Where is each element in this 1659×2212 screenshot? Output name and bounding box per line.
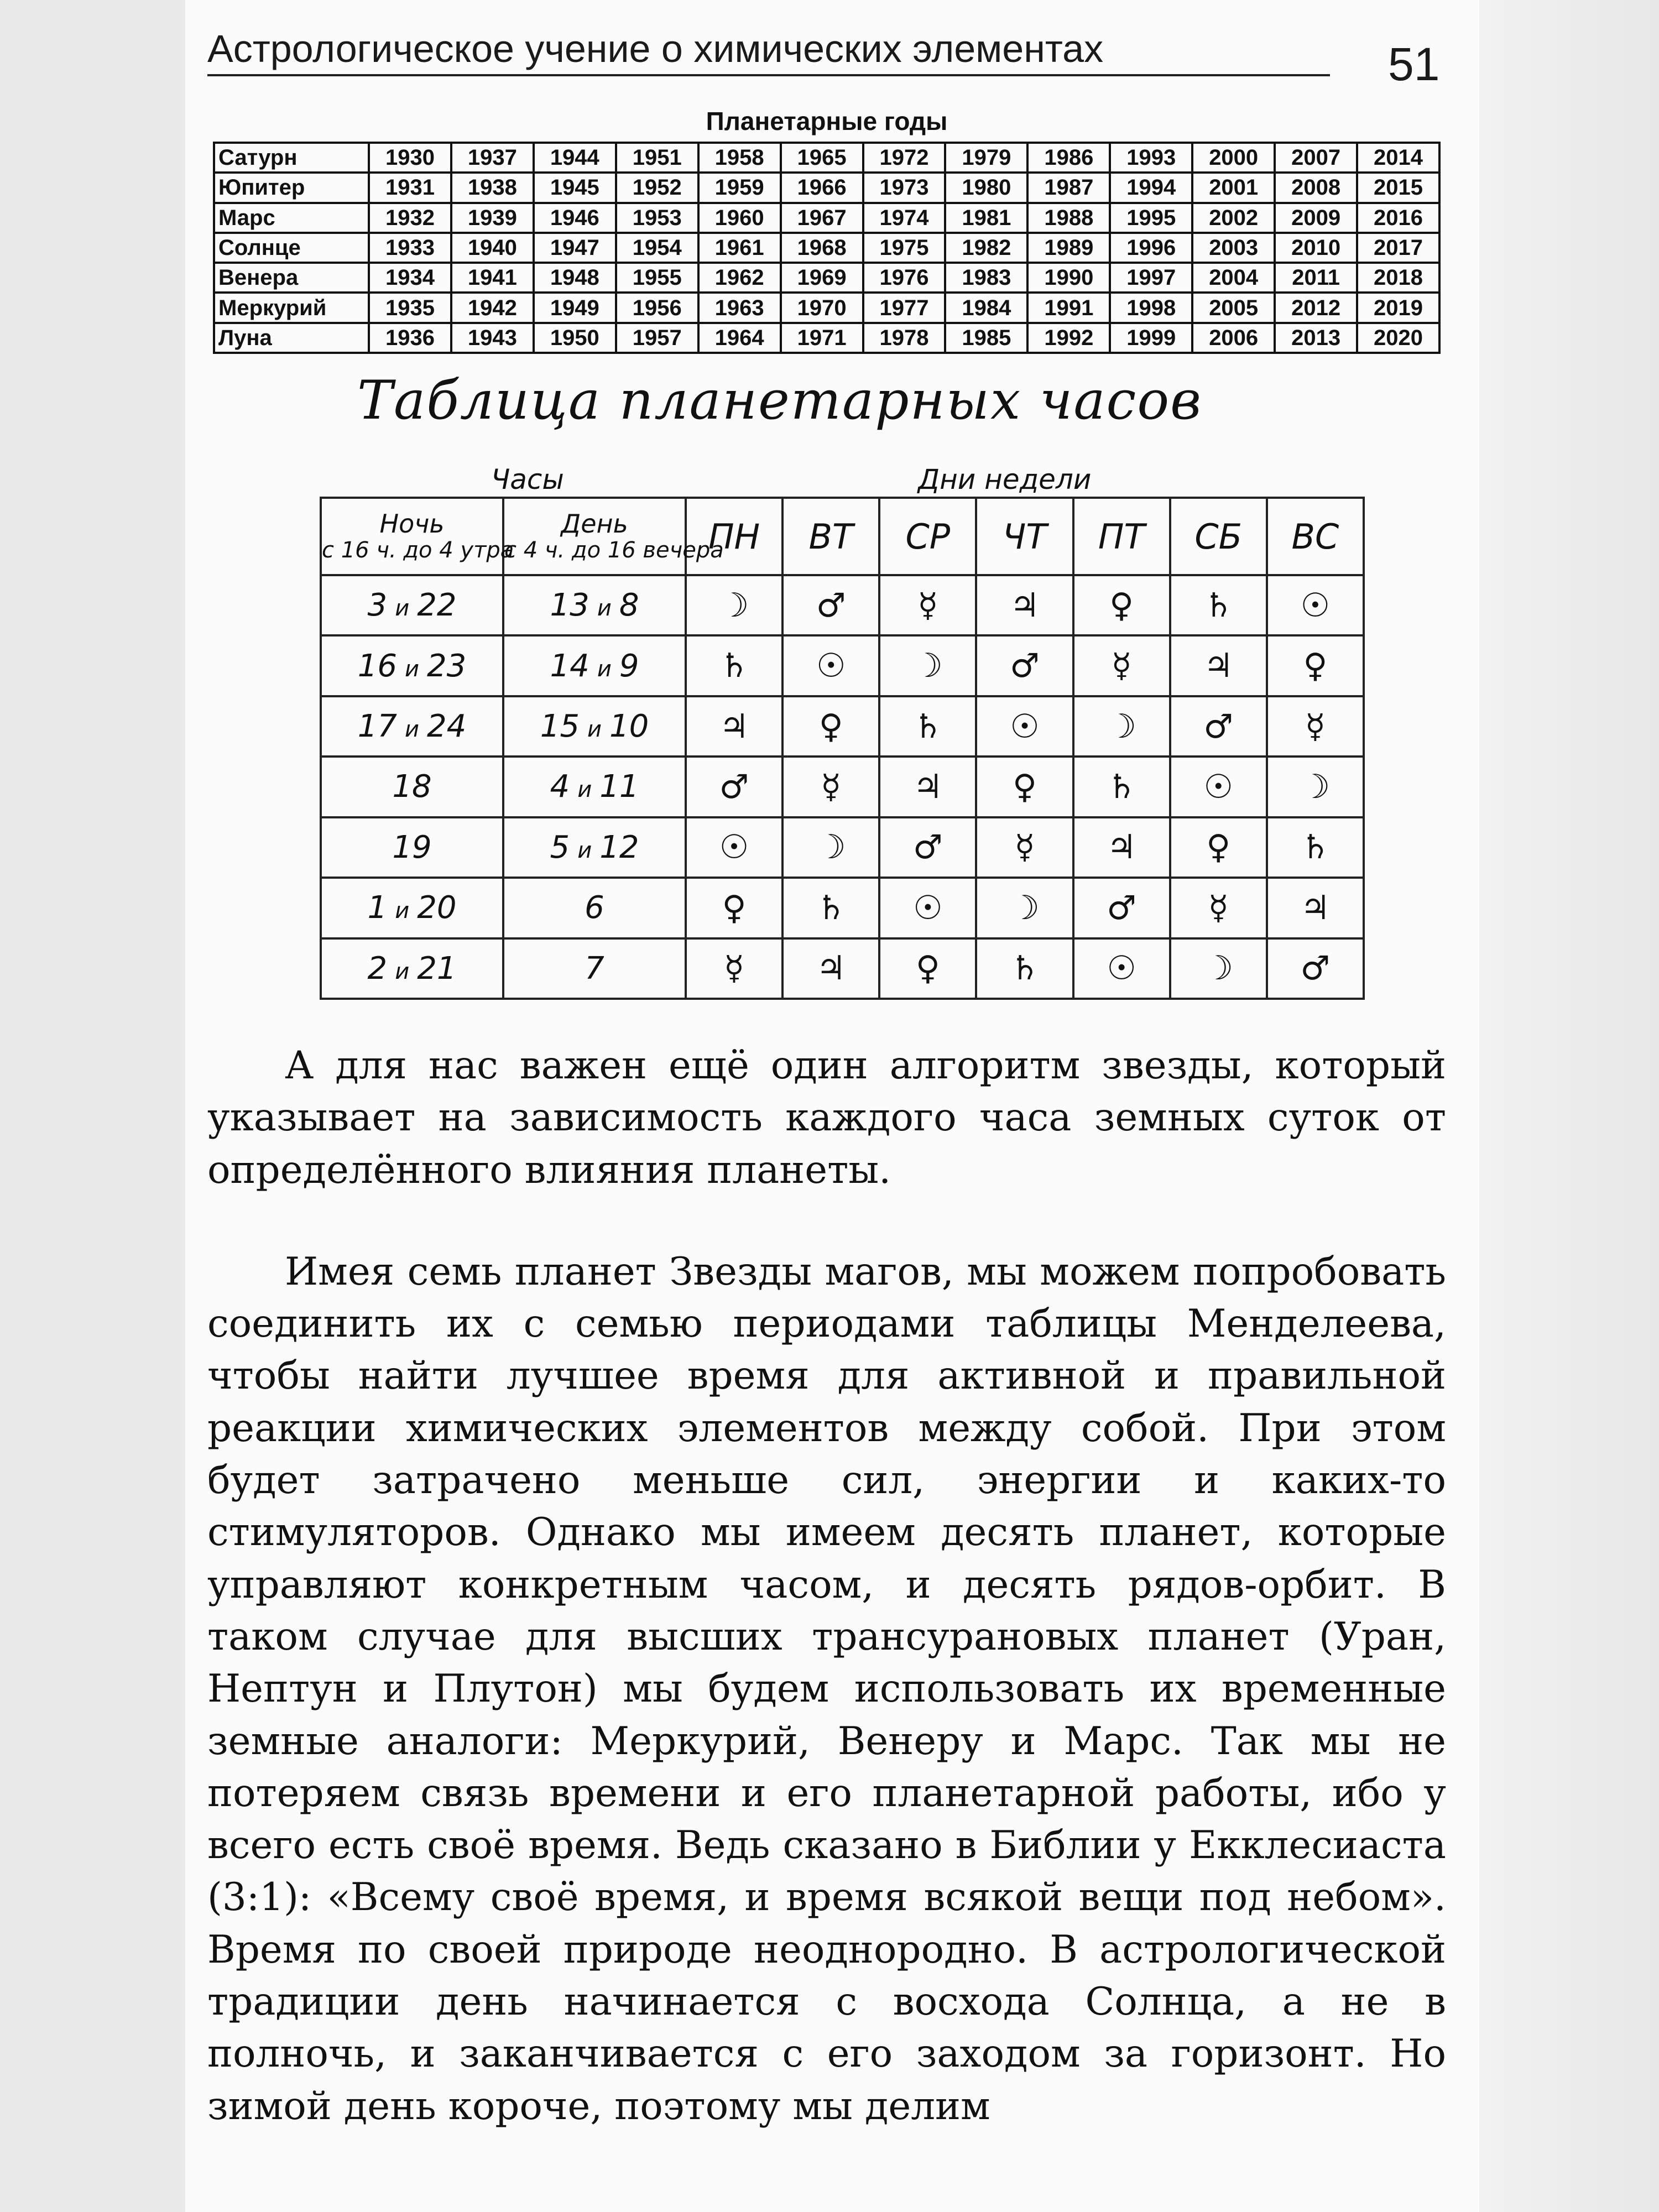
year-cell: 1953 <box>616 203 698 233</box>
day-label: День <box>561 509 628 539</box>
weekday-header-cell: ЧТ <box>976 498 1073 575</box>
page-number: 51 <box>1388 38 1440 90</box>
planet-glyph-icon: ♂ <box>1267 938 1364 999</box>
planet-glyph-icon: ☽ <box>1170 938 1267 999</box>
year-cell: 2011 <box>1275 263 1357 293</box>
day-range: с 4 ч. до 16 вечера <box>504 538 724 563</box>
year-cell: 1976 <box>863 263 946 293</box>
hours-row <box>321 817 1364 878</box>
weekday-header-cell: СР <box>879 498 976 575</box>
year-cell: 1951 <box>616 143 698 173</box>
hour-number: 18 <box>392 769 432 805</box>
planet-glyph-icon: ☽ <box>686 575 782 635</box>
hour-number: 4 <box>550 769 570 805</box>
year-cell: 1972 <box>863 143 946 173</box>
year-cell: 1939 <box>451 203 534 233</box>
year-cell: 2010 <box>1275 233 1357 263</box>
year-cell: 2008 <box>1275 173 1357 202</box>
planet-glyph-icon: ♀ <box>1073 575 1170 635</box>
year-cell: 1935 <box>369 293 451 322</box>
and-word: и <box>597 656 612 682</box>
planet-glyph-icon: ♀ <box>1170 817 1267 878</box>
years-row <box>214 143 1439 173</box>
years-row <box>214 233 1439 263</box>
year-cell: 2017 <box>1357 233 1439 263</box>
hours-row <box>321 757 1364 817</box>
year-cell: 1955 <box>616 263 698 293</box>
year-cell: 1945 <box>534 173 616 202</box>
night-hours-cell <box>321 817 503 878</box>
year-cell: 1947 <box>534 233 616 263</box>
years-row <box>214 293 1439 322</box>
and-word: и <box>395 596 410 622</box>
hour-number: 22 <box>417 587 457 624</box>
and-word: и <box>577 837 592 863</box>
year-cell: 1975 <box>863 233 946 263</box>
planet-glyph-icon: ☿ <box>976 817 1073 878</box>
body-text <box>207 1040 1446 2132</box>
hour-number: 21 <box>417 950 457 987</box>
year-cell: 2020 <box>1357 323 1439 353</box>
planet-glyph-icon: ☉ <box>1170 757 1267 817</box>
day-hours-cell <box>503 635 686 696</box>
night-label: Ночь <box>379 509 445 539</box>
year-cell: 1933 <box>369 233 451 263</box>
planet-glyph-icon: ☿ <box>686 938 782 999</box>
year-cell: 1963 <box>698 293 781 322</box>
planet-glyph-icon: ♂ <box>879 817 976 878</box>
planet-glyph-icon: ☉ <box>686 817 782 878</box>
weekday-header-cell: ПН <box>686 498 782 575</box>
year-cell: 1983 <box>945 263 1027 293</box>
planet-glyph-icon: ♀ <box>976 757 1073 817</box>
page-edge-shadow <box>1479 0 1659 2212</box>
hour-number: 15 <box>540 708 580 745</box>
planet-glyph-icon: ☽ <box>1073 696 1170 757</box>
hours-column-header: Часы <box>491 463 564 495</box>
hour-number: 23 <box>427 648 467 684</box>
year-cell: 1986 <box>1027 143 1110 173</box>
planet-name-cell: Меркурий <box>214 293 369 322</box>
year-cell: 1952 <box>616 173 698 202</box>
planet-glyph-icon: ☿ <box>879 575 976 635</box>
planet-glyph-icon: ♂ <box>976 635 1073 696</box>
planet-glyph-icon: ♃ <box>782 938 879 999</box>
year-cell: 1944 <box>534 143 616 173</box>
planet-glyph-icon: ☉ <box>879 878 976 938</box>
planet-glyph-icon: ☽ <box>1267 757 1364 817</box>
year-cell: 1950 <box>534 323 616 353</box>
planet-glyph-icon: ♂ <box>1073 878 1170 938</box>
hour-number: 16 <box>357 648 397 684</box>
planet-glyph-icon: ♃ <box>686 696 782 757</box>
year-cell: 1974 <box>863 203 946 233</box>
planet-name-cell: Юпитер <box>214 173 369 202</box>
planet-glyph-icon: ☿ <box>1267 696 1364 757</box>
planet-glyph-icon: ♃ <box>1073 817 1170 878</box>
year-cell: 2016 <box>1357 203 1439 233</box>
year-cell: 2012 <box>1275 293 1357 322</box>
year-cell: 1946 <box>534 203 616 233</box>
and-word: и <box>597 596 612 622</box>
planet-name-cell: Луна <box>214 323 369 353</box>
planet-glyph-icon: ♄ <box>1170 575 1267 635</box>
hour-number: 8 <box>619 587 639 624</box>
paragraph: Имея семь планет Звезды магов, мы можем попробовать соединить их с семью периодами таблицы Менделеева, чтобы найти лучшее время для активной и правильной реакции химических элементов между собой. При этом будет затрачено меньше сил, энергии и каких-то стимуляторов. Однако мы имеем десять планет, которые управляют конкретным часом, и десять рядов-орбит. В таком случае для высших трансурановых планет (Уран, Нептун и Плутон) мы будем использовать их временные земные аналоги: Меркурий, Венеру и Марс. Так мы не потеряем связь времени и его планетарной работы, ибо у всего есть своё время. Ведь сказано в Библии у Екклесиаста (3:1): «Всему своё время, и время всякой вещи под небом». Время по своей природе неоднородно. В астрологической традиции день начинается с восхода Солнца, а не в полночь, и заканчивается с его заходом за горизонт. Но зимой день короче, поэтому мы делим <box>207 1249 1446 2128</box>
year-cell: 1980 <box>945 173 1027 202</box>
hour-number: 19 <box>392 829 432 865</box>
year-cell: 1956 <box>616 293 698 322</box>
and-word: и <box>577 777 592 803</box>
day-hours-cell <box>503 938 686 999</box>
and-word: и <box>405 656 419 682</box>
weekdays-column-header: Дни недели <box>918 463 1092 495</box>
hour-number: 6 <box>585 890 604 926</box>
year-cell: 1973 <box>863 173 946 202</box>
year-cell: 1930 <box>369 143 451 173</box>
year-cell: 1991 <box>1027 293 1110 322</box>
year-cell: 1982 <box>945 233 1027 263</box>
night-hours-cell <box>321 575 503 635</box>
planet-glyph-icon: ♂ <box>1170 696 1267 757</box>
year-cell: 1987 <box>1027 173 1110 202</box>
weekday-header-cell: СБ <box>1170 498 1267 575</box>
year-cell: 1938 <box>451 173 534 202</box>
planet-glyph-icon: ♄ <box>1073 757 1170 817</box>
planet-glyph-icon: ♀ <box>879 938 976 999</box>
year-cell: 1998 <box>1110 293 1192 322</box>
year-cell: 1941 <box>451 263 534 293</box>
night-header-cell <box>321 498 514 575</box>
planet-glyph-icon: ♀ <box>782 696 879 757</box>
planet-glyph-icon: ☿ <box>1170 878 1267 938</box>
year-cell: 1999 <box>1110 323 1192 353</box>
year-cell: 1968 <box>781 233 863 263</box>
night-hours-cell <box>321 696 503 757</box>
year-cell: 1977 <box>863 293 946 322</box>
year-cell: 1992 <box>1027 323 1110 353</box>
year-cell: 1988 <box>1027 203 1110 233</box>
hours-row <box>321 635 1364 696</box>
planetary-hours-table <box>320 497 1365 1000</box>
year-cell: 1961 <box>698 233 781 263</box>
planet-glyph-icon: ☽ <box>879 635 976 696</box>
planetary-years-table <box>213 142 1441 354</box>
year-cell: 1996 <box>1110 233 1192 263</box>
and-word: и <box>395 898 410 924</box>
hours-row <box>321 878 1364 938</box>
year-cell: 1934 <box>369 263 451 293</box>
year-cell: 1978 <box>863 323 946 353</box>
weekday-header-cell: ВС <box>1267 498 1364 575</box>
hour-number: 2 <box>367 950 388 987</box>
day-hours-cell <box>503 878 686 938</box>
year-cell: 2002 <box>1192 203 1275 233</box>
year-cell: 1959 <box>698 173 781 202</box>
planet-glyph-icon: ♄ <box>1267 817 1364 878</box>
running-title: Астрологическое учение о химических элементах <box>207 27 1330 76</box>
year-cell: 2013 <box>1275 323 1357 353</box>
planet-glyph-icon: ☉ <box>1073 938 1170 999</box>
hour-number: 5 <box>550 829 570 865</box>
day-header-cell <box>503 498 724 575</box>
year-cell: 1997 <box>1110 263 1192 293</box>
year-cell: 1966 <box>781 173 863 202</box>
year-cell: 1971 <box>781 323 863 353</box>
hour-number: 17 <box>357 708 397 745</box>
year-cell: 1942 <box>451 293 534 322</box>
day-hours-cell <box>503 575 686 635</box>
year-cell: 2009 <box>1275 203 1357 233</box>
night-hours-cell <box>321 938 503 999</box>
years-row <box>214 323 1439 353</box>
year-cell: 1954 <box>616 233 698 263</box>
year-cell: 2005 <box>1192 293 1275 322</box>
planet-glyph-icon: ☽ <box>782 817 879 878</box>
year-cell: 1960 <box>698 203 781 233</box>
year-cell: 2001 <box>1192 173 1275 202</box>
and-word: и <box>405 717 419 743</box>
year-cell: 1957 <box>616 323 698 353</box>
night-range: с 16 ч. до 4 утра <box>322 538 514 563</box>
year-cell: 2003 <box>1192 233 1275 263</box>
year-cell: 1995 <box>1110 203 1192 233</box>
year-cell: 1984 <box>945 293 1027 322</box>
planet-glyph-icon: ♄ <box>879 696 976 757</box>
hour-number: 13 <box>550 587 589 624</box>
year-cell: 1932 <box>369 203 451 233</box>
hour-number: 12 <box>599 829 639 865</box>
year-cell: 1985 <box>945 323 1027 353</box>
planet-glyph-icon: ☿ <box>782 757 879 817</box>
year-cell: 1989 <box>1027 233 1110 263</box>
hours-row <box>321 696 1364 757</box>
planet-glyph-icon: ♃ <box>1170 635 1267 696</box>
planet-glyph-icon: ☉ <box>976 696 1073 757</box>
day-hours-cell <box>503 817 686 878</box>
planet-glyph-icon: ☉ <box>1267 575 1364 635</box>
year-cell: 1967 <box>781 203 863 233</box>
year-cell: 1937 <box>451 143 534 173</box>
hours-row <box>321 938 1364 999</box>
planet-glyph-icon: ♃ <box>879 757 976 817</box>
weekday-header-cell: ВТ <box>782 498 879 575</box>
hour-number: 10 <box>609 708 649 745</box>
year-cell: 1964 <box>698 323 781 353</box>
year-cell: 2006 <box>1192 323 1275 353</box>
year-cell: 2015 <box>1357 173 1439 202</box>
planet-name-cell: Солнце <box>214 233 369 263</box>
years-row <box>214 203 1439 233</box>
year-cell: 1970 <box>781 293 863 322</box>
year-cell: 1943 <box>451 323 534 353</box>
planet-glyph-icon: ♀ <box>1267 635 1364 696</box>
hour-number: 7 <box>585 950 604 987</box>
planet-glyph-icon: ♄ <box>782 878 879 938</box>
day-hours-cell <box>503 757 686 817</box>
planet-name-cell: Марс <box>214 203 369 233</box>
years-row <box>214 263 1439 293</box>
hour-number: 9 <box>619 648 639 684</box>
year-cell: 1962 <box>698 263 781 293</box>
planetary-hours-title: Таблица планетарных часов <box>357 369 1202 431</box>
planet-glyph-icon: ♂ <box>782 575 879 635</box>
night-hours-cell <box>321 878 503 938</box>
hour-number: 14 <box>550 648 589 684</box>
year-cell: 1993 <box>1110 143 1192 173</box>
planet-name-cell: Венера <box>214 263 369 293</box>
and-word: и <box>395 958 410 984</box>
hour-number: 3 <box>367 587 388 624</box>
hour-number: 24 <box>427 708 467 745</box>
hour-number: 11 <box>599 769 639 805</box>
year-cell: 1949 <box>534 293 616 322</box>
night-hours-cell <box>321 635 503 696</box>
hour-number: 20 <box>417 890 457 926</box>
planet-glyph-icon: ♄ <box>976 938 1073 999</box>
hours-subheader-row <box>321 498 1364 575</box>
planet-glyph-icon: ☿ <box>1073 635 1170 696</box>
year-cell: 1969 <box>781 263 863 293</box>
year-cell: 1965 <box>781 143 863 173</box>
year-cell: 1948 <box>534 263 616 293</box>
years-row <box>214 173 1439 202</box>
year-cell: 1994 <box>1110 173 1192 202</box>
year-cell: 1940 <box>451 233 534 263</box>
year-cell: 1931 <box>369 173 451 202</box>
year-cell: 2014 <box>1357 143 1439 173</box>
and-word: и <box>587 717 602 743</box>
weekday-header-cell: ПТ <box>1073 498 1170 575</box>
planet-glyph-icon: ♃ <box>1267 878 1364 938</box>
year-cell: 2018 <box>1357 263 1439 293</box>
year-cell: 2004 <box>1192 263 1275 293</box>
planet-glyph-icon: ♂ <box>686 757 782 817</box>
paragraph: А для нас важен ещё один алгоритм звезды, который указывает на зависимость каждого часа земных суток от определённого влияния планеты. <box>207 1044 1446 1192</box>
planet-glyph-icon: ♃ <box>976 575 1073 635</box>
year-cell: 1981 <box>945 203 1027 233</box>
year-cell: 1958 <box>698 143 781 173</box>
night-hours-cell <box>321 757 503 817</box>
planet-glyph-icon: ☉ <box>782 635 879 696</box>
planet-glyph-icon: ♀ <box>686 878 782 938</box>
day-hours-cell <box>503 696 686 757</box>
year-cell: 2007 <box>1275 143 1357 173</box>
hour-number: 1 <box>367 890 388 926</box>
planet-glyph-icon: ♄ <box>686 635 782 696</box>
year-cell: 1990 <box>1027 263 1110 293</box>
planet-glyph-icon: ☽ <box>976 878 1073 938</box>
year-cell: 1979 <box>945 143 1027 173</box>
year-cell: 1936 <box>369 323 451 353</box>
planetary-years-caption: Планетарные годы <box>706 107 948 135</box>
planet-name-cell: Сатурн <box>214 143 369 173</box>
year-cell: 2019 <box>1357 293 1439 322</box>
year-cell: 2000 <box>1192 143 1275 173</box>
hours-row <box>321 575 1364 635</box>
